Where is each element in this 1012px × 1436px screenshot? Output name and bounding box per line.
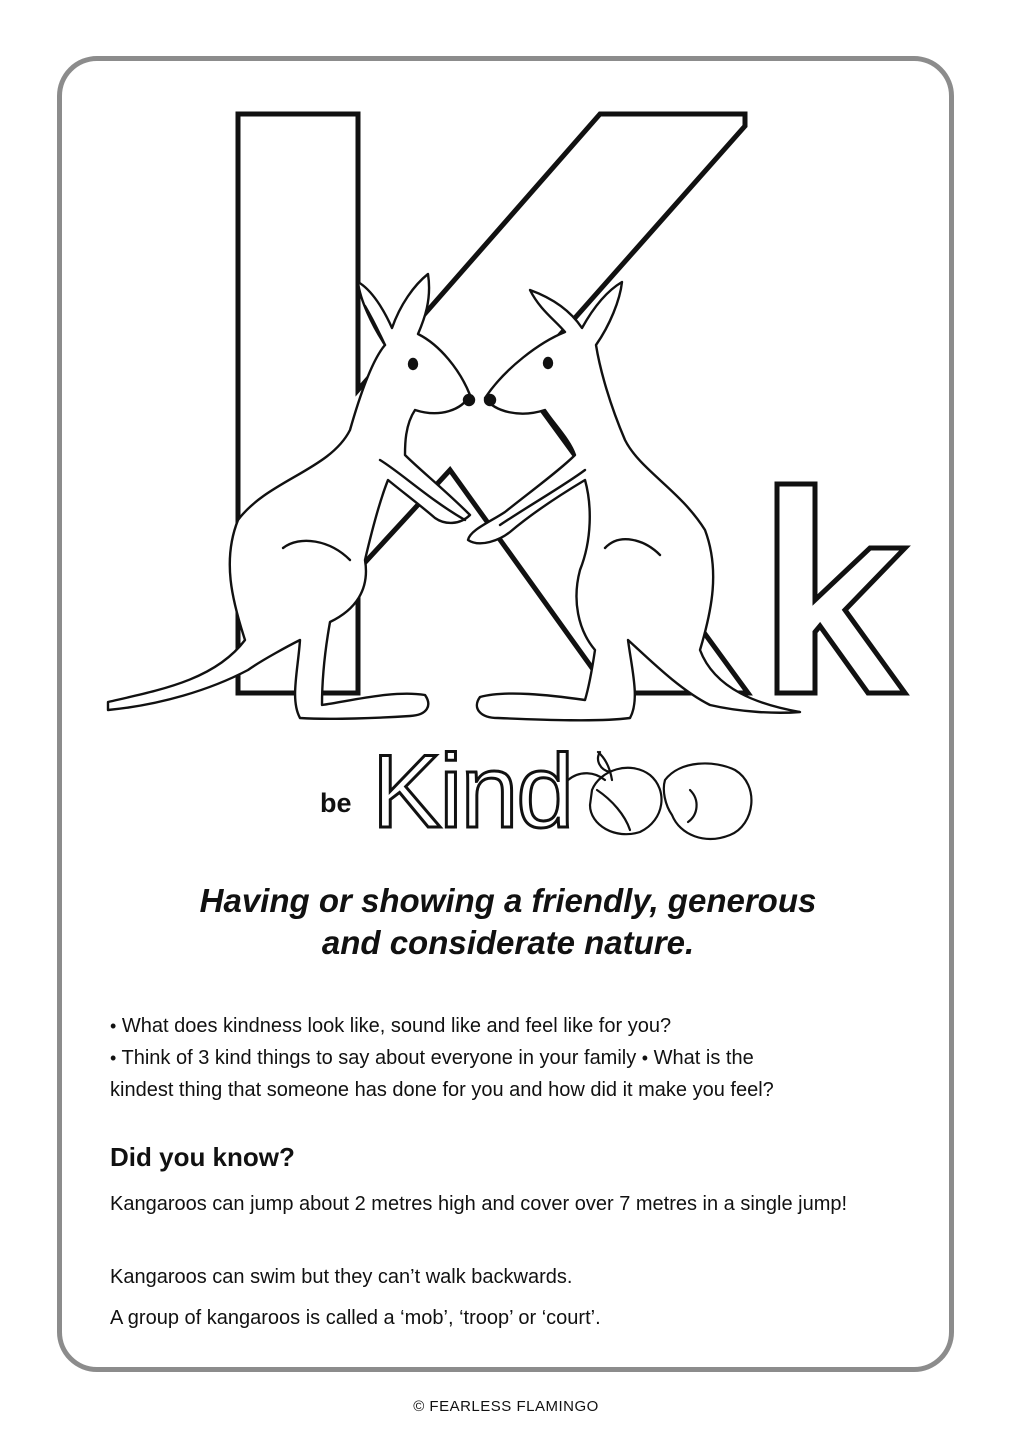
definition	[120, 880, 896, 964]
boxing-gloves-icon	[568, 752, 751, 839]
prompt-line-2	[110, 1042, 900, 1074]
small-letter-k	[777, 484, 905, 693]
bullet: •	[641, 1048, 649, 1068]
virtue-word: Kind	[372, 734, 573, 850]
prompt-text: What does kindness look like, sound like and feel like for you?	[121, 1015, 672, 1037]
definition-line-2: and considerate nature.	[321, 924, 695, 961]
prompt-text: Think of 3 kind things to say about everyone in your family	[121, 1047, 637, 1069]
prompt-line-3: kindest thing that someone has done for you and how did it make you feel?	[110, 1079, 774, 1101]
fact-item: A group of kangaroos is called a ‘mob’, ‘troop’ or ‘court’.	[110, 1307, 601, 1329]
fact-item: Kangaroos can jump about 2 metres high and cover over 7 metres in a single jump!	[110, 1193, 848, 1215]
did-you-know-title: Did you know?	[110, 1142, 295, 1172]
discussion-prompts	[110, 1010, 900, 1106]
bullet: •	[110, 1048, 117, 1068]
prompt-text: What is the	[653, 1047, 754, 1069]
footer-credit: © FEARLESS FLAMINGO	[413, 1398, 599, 1415]
virtue-prefix: be	[320, 788, 352, 818]
fact-item: Kangaroos can swim but they can’t walk backwards.	[110, 1266, 573, 1288]
bullet: •	[110, 1016, 117, 1036]
definition-line-1: Having or showing a friendly, generous	[199, 882, 817, 919]
prompt-line-1	[110, 1010, 900, 1042]
